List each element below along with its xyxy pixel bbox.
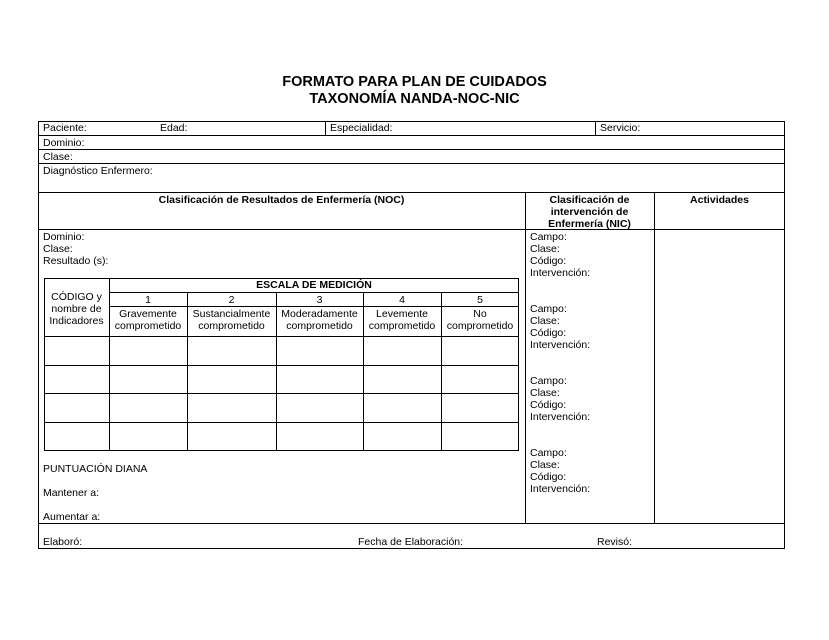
table-rule xyxy=(109,292,519,293)
paciente-label: Paciente: xyxy=(43,122,87,134)
clase-label: Clase: xyxy=(43,151,73,163)
col-divider xyxy=(325,121,326,135)
escala-title: ESCALA DE MEDICIÓN xyxy=(256,279,372,291)
aumentar-label: Aumentar a: xyxy=(43,511,101,523)
scale-number: 2 xyxy=(228,294,235,306)
col-divider xyxy=(595,121,596,135)
reviso-label: Revisó: xyxy=(597,536,633,548)
row-divider xyxy=(38,192,785,193)
nic-block: Campo: Clase: Código: Intervención: xyxy=(530,375,591,423)
row-divider xyxy=(38,163,785,164)
mantener-label: Mantener a: xyxy=(43,487,100,499)
nic-block: Campo: Clase: Código: Intervención: xyxy=(530,447,591,495)
row-divider xyxy=(38,523,785,524)
scale-number: 1 xyxy=(145,294,151,306)
nic-header: Clasificación de intervención de Enfermería (NIC) xyxy=(548,194,631,230)
diagnostico-label: Diagnóstico Enfermero: xyxy=(43,165,153,177)
codigo-header: CÓDIGO y nombre de Indicadores xyxy=(49,291,104,327)
puntuacion-diana-label: PUNTUACIÓN DIANA xyxy=(43,463,148,475)
row-divider xyxy=(38,135,785,136)
scale-description: Moderadamente comprometido xyxy=(281,308,358,332)
table-rule xyxy=(44,336,519,337)
elaboro-label: Elaboró: xyxy=(43,536,83,548)
noc-resultado-label: Resultado (s): xyxy=(43,255,109,267)
col-divider xyxy=(525,192,526,523)
row-divider xyxy=(38,149,785,150)
noc-dominio-label: Dominio: xyxy=(43,231,85,243)
edad-label: Edad: xyxy=(160,122,188,134)
noc-clase-label: Clase: xyxy=(43,243,73,255)
form-subtitle: TAXONOMÍA NANDA-NOC-NIC xyxy=(309,91,520,107)
table-rule xyxy=(109,306,519,307)
dominio-label: Dominio: xyxy=(43,137,85,149)
scale-number: 5 xyxy=(477,294,483,306)
actividades-header: Actividades xyxy=(690,194,749,206)
table-rule xyxy=(44,422,519,423)
scale-description: Levemente comprometido xyxy=(368,308,436,332)
scale-description: No comprometido xyxy=(446,308,514,332)
scale-number: 4 xyxy=(399,294,405,306)
row-divider xyxy=(38,229,785,230)
scale-description: Gravemente comprometido xyxy=(114,308,182,332)
nic-block: Campo: Clase: Código: Intervención: xyxy=(530,231,591,279)
table-rule xyxy=(44,393,519,394)
fecha-elaboracion-label: Fecha de Elaboración: xyxy=(358,536,464,548)
scale-number: 3 xyxy=(316,294,323,306)
noc-header: Clasificación de Resultados de Enfermería (NOC) xyxy=(158,194,405,206)
servicio-label: Servicio: xyxy=(600,122,641,134)
form-title: FORMATO PARA PLAN DE CUIDADOS xyxy=(282,74,547,90)
col-divider xyxy=(654,192,655,523)
nic-block: Campo: Clase: Código: Intervención: xyxy=(530,303,591,351)
table-rule xyxy=(44,365,519,366)
scale-description: Sustancialmente comprometido xyxy=(192,308,271,332)
especialidad-label: Especialidad: xyxy=(330,122,393,134)
